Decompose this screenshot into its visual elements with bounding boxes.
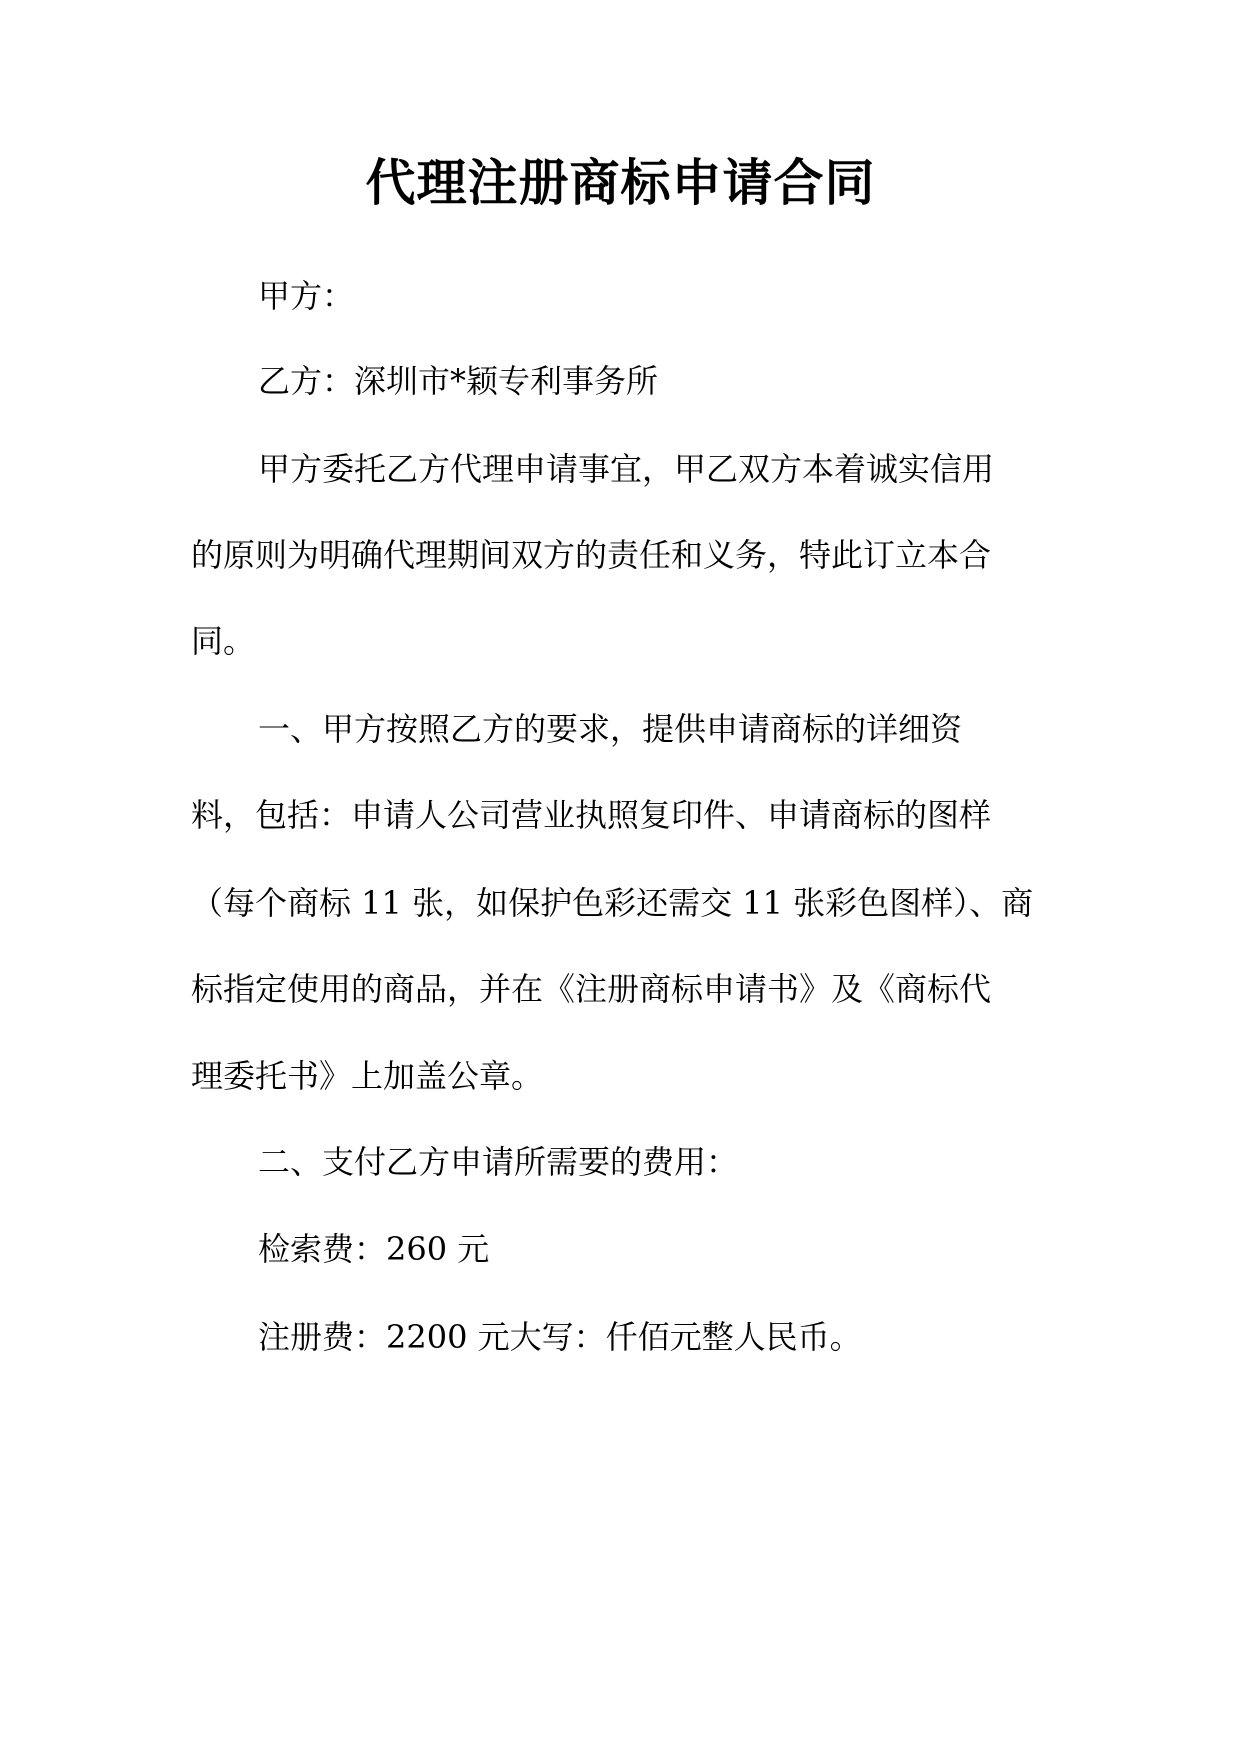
clause-1-line-4: 标指定使用的商品，并在《注册商标申请书》及《商标代 bbox=[191, 970, 992, 1008]
clause-1-line-1: 一、甲方按照乙方的要求，提供申请商标的详细资 bbox=[258, 710, 963, 748]
intro-line-1: 甲方委托乙方代理申请事宜，甲乙双方本着诚实信用 bbox=[258, 450, 995, 488]
clause-1-line-5: 理委托书》上加盖公章。 bbox=[191, 1057, 544, 1095]
intro-line-3: 同。 bbox=[191, 622, 256, 660]
party-a-line: 甲方： bbox=[258, 277, 355, 315]
intro-line-2: 的原则为明确代理期间双方的责任和义务，特此订立本合 bbox=[191, 536, 992, 574]
clause-2-heading: 二、支付乙方申请所需要的费用： bbox=[258, 1143, 739, 1181]
registration-fee-line: 注册费：2200 元大写：仟佰元整人民币。 bbox=[258, 1318, 862, 1356]
document-title: 代理注册商标申请合同 bbox=[365, 154, 876, 212]
search-fee-line: 检索费：260 元 bbox=[258, 1230, 490, 1268]
clause-1-line-3: （每个商标 11 张，如保护色彩还需交 11 张彩色图样）、商 bbox=[191, 884, 1034, 922]
party-b-line: 乙方：深圳市*颖专利事务所 bbox=[258, 362, 659, 400]
clause-1-line-2: 料，包括：申请人公司营业执照复印件、申请商标的图样 bbox=[191, 796, 992, 834]
